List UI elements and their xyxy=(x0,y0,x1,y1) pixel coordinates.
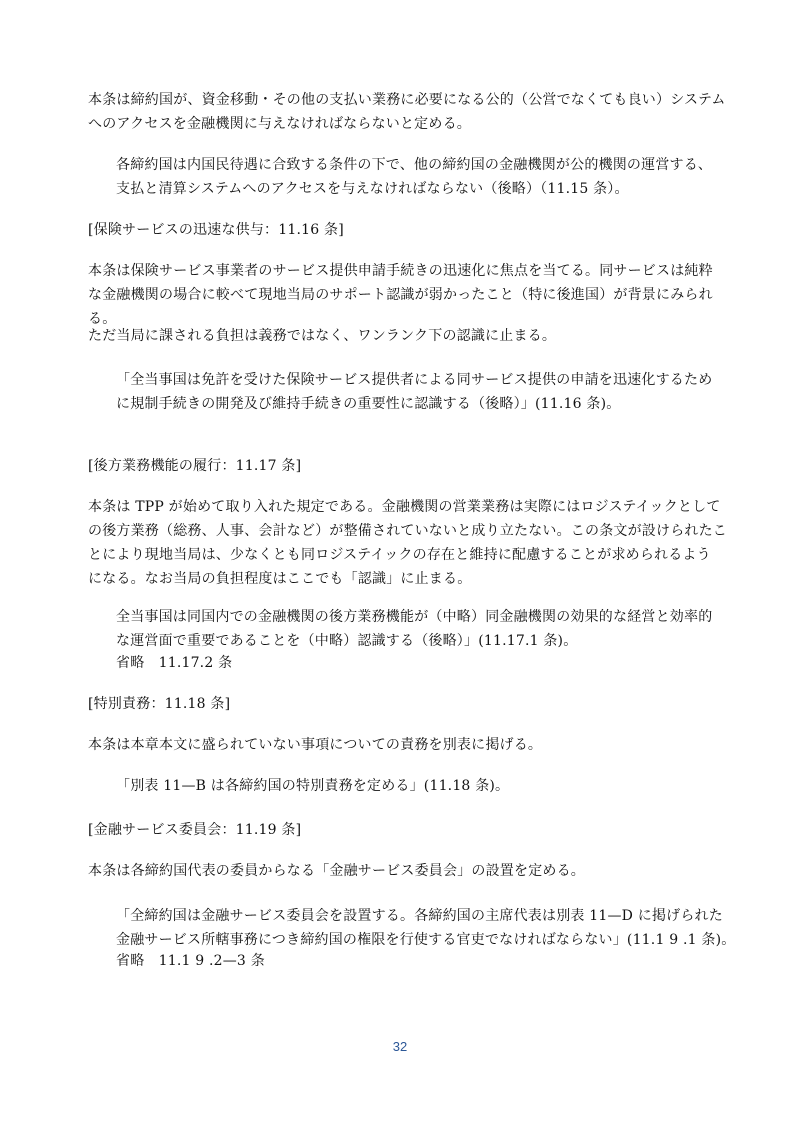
body-text: 本条は各締約国代表の委員からなる「金融サービス委員会」の設置を定める。 xyxy=(88,863,585,879)
quoted-text: 全当事国は同国内での金融機関の後方業務機能が（中略）同金融機関の効果的な経営と効率的 xyxy=(116,609,713,625)
quoted-text: に規制手続きの開発及び維持手続きの重要性に認識する（後略）」(11.16 条)。 xyxy=(116,396,621,412)
body-text: になる。なお当局の負担程度はここでも「認識」に止まる。 xyxy=(88,571,472,587)
quoted-text: 各締約国は内国民待遇に合致する条件の下で、他の締約国の金融機関が公的機関の運営する、 xyxy=(116,157,713,173)
section-heading: [後方業務機能の履行：11.17 条] xyxy=(88,458,302,474)
quoted-text: 「別表 11—B は各締約国の特別責務を定める」(11.18 条)。 xyxy=(116,778,510,794)
section-heading: [金融サービス委員会：11.19 条] xyxy=(88,822,302,838)
body-text: な金融機関の場合に較べて現地当局のサポート認識が弱かったこと（特に後進国）が背景にみられ xyxy=(88,287,713,303)
body-text: ただ当局に課される負担は義務ではなく、ワンランク下の認識に止まる。 xyxy=(88,328,557,344)
body-text: 本条は保険サービス事業者のサービス提供申請手続きの迅速化に焦点を当てる。同サービスは純粋 xyxy=(88,263,713,279)
page-number: 32 xyxy=(392,1039,408,1054)
body-text: の後方業務（総務、人事、会計など）が整備されていないと成り立たない。この条文が設けられたこ xyxy=(88,523,727,539)
section-heading: [保険サービスの迅速な供与：11.16 条] xyxy=(88,222,344,238)
quoted-text: 「全当事国は免許を受けた保険サービス提供者による同サービス提供の申請を迅速化するため xyxy=(116,372,713,388)
quoted-text: 金融サービス所轄事務につき締約国の権限を行使する官吏でなければならない」(11.1 9 .1 条)。 xyxy=(116,932,736,948)
section-heading: [特別責務：11.18 条] xyxy=(88,696,231,712)
body-text: とにより現地当局は、少なくとも同ロジステイックの存在と維持に配慮することが求められるよう xyxy=(88,547,711,563)
body-text: へのアクセスを金融機関に与えなければならないと定める。 xyxy=(88,116,471,132)
body-text: 本条は締約国が、資金移動・その他の支払い業務に必要になる公的（公営でなくても良い）システム xyxy=(88,92,726,108)
body-text: 本条は TPP が始めて取り入れた規定である。金融機関の営業業務は実際にはロジステイックとして xyxy=(88,499,721,515)
quoted-text: な運営面で重要であることを（中略）認識する（後略）」(11.17.1 条)。 xyxy=(116,633,578,649)
omission-note: 省略 11.17.2 条 xyxy=(116,655,233,671)
body-text: 本条は本章本文に盛られていない事項についての責務を別表に掲げる。 xyxy=(88,737,543,753)
omission-note: 省略 11.1 9 .2—3 条 xyxy=(116,953,265,969)
quoted-text: 「全締約国は金融サービス委員会を設置する。各締約国の主席代表は別表 11—D に掲げられた xyxy=(116,908,723,924)
quoted-text: 支払と清算システムへのアクセスを与えなければならない（後略）（11.15 条）。 xyxy=(116,181,629,197)
body-text: る。 xyxy=(88,311,117,327)
